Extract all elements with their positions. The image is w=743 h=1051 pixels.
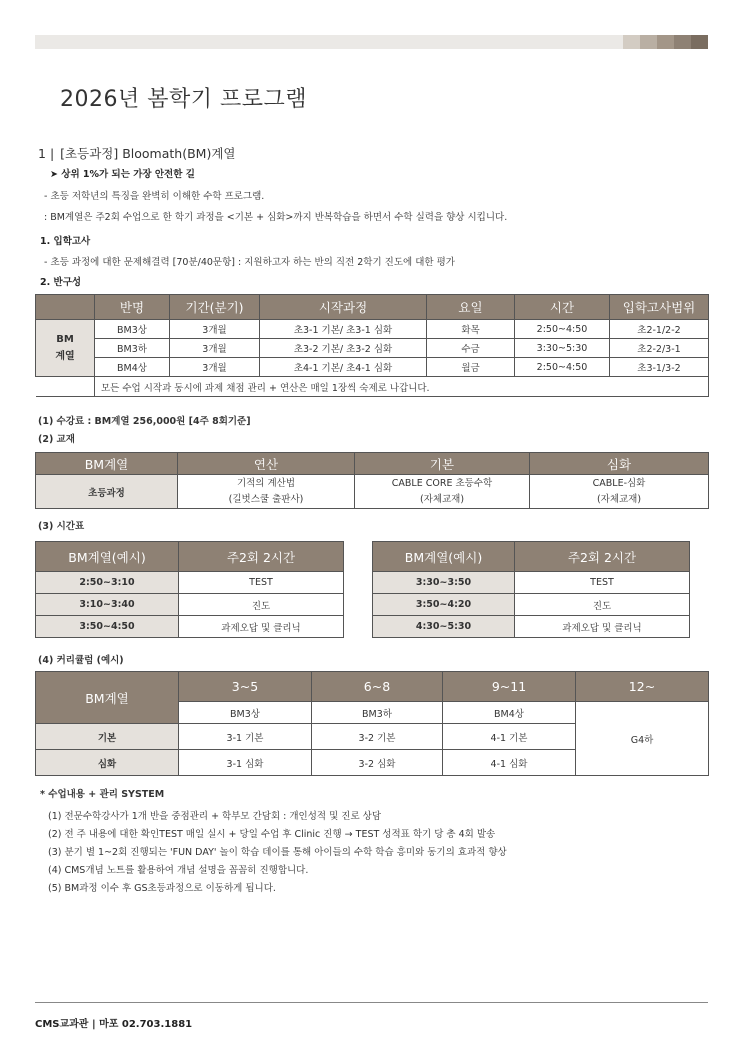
table-row: BM 계열 BM3상 3개월 초3-1 기본/ 초3-1 심화 화목 2:50~4:50 초2-1/2-2 [36, 320, 709, 339]
section-number: 1 [38, 146, 46, 161]
column-header: 시작과정 [260, 295, 427, 320]
column-header: 연산 [178, 453, 355, 475]
timetable-left [35, 541, 344, 638]
column-header: 주2회 2시간 [179, 542, 344, 572]
management-item: (4) CMS개념 노트를 활용하여 개념 설명을 꼼꼼히 진행합니다. [48, 865, 309, 876]
table-row: 3:50~4:50 과제오답 및 클리닉 [36, 616, 344, 638]
column-header: 시간 [515, 295, 610, 320]
table-row: BM3상 BM3하 BM4상 G4하 [36, 702, 709, 724]
class-structure-heading: 2. 반구성 [40, 277, 82, 288]
grade-header: 9~11 [443, 672, 576, 702]
section-heading: 1 | [초등과정] Bloomath(BM)계열 [38, 146, 236, 161]
column-header: 기본 [355, 453, 530, 475]
row-stub: 초등과정 [36, 475, 178, 509]
column-header: 기간(분기) [170, 295, 260, 320]
footer-divider [35, 1002, 708, 1003]
table-row: 심화 3-1 심화 3-2 심화 4-1 심화 [36, 750, 709, 776]
entrance-heading: 1. 입학고사 [40, 236, 91, 247]
table-row: 3:30~3:50 TEST [373, 572, 690, 594]
table-row: BM4상 3개월 초4-1 기본/ 초4-1 심화 월금 2:50~4:50 초3-1/3-2 [36, 358, 709, 377]
textbook-heading: (2) 교재 [38, 434, 75, 445]
column-header: 요일 [427, 295, 515, 320]
grade-header: 12~ [576, 672, 709, 702]
curriculum-heading: (4) 커리큘럼 (예시) [38, 655, 124, 666]
page-title: 2026년 봄학기 프로그램 [60, 87, 307, 112]
header-blank [36, 295, 95, 320]
table-row: 3:50~4:20 진도 [373, 594, 690, 616]
management-item: (3) 분기 별 1~2회 진행되는 'FUN DAY' 놀이 학습 데이를 통해 아이들의 수학 학습 흥미와 동기의 효과적 향상 [48, 847, 507, 858]
row-stub: BM 계열 [36, 320, 95, 377]
table-row: 3:10~3:40 진도 [36, 594, 344, 616]
footer-contact: CMS교과관 | 마포 02.703.1881 [35, 1019, 193, 1030]
textbook-table [35, 452, 709, 509]
management-item: (2) 전 주 내용에 대한 확인TEST 매일 실시 + 당일 수업 후 Clinic 진행 → TEST 성적표 학기 당 총 4회 발송 [48, 829, 496, 840]
tuition: (1) 수강료 : BM계열 256,000원 [4주 8회기준] [38, 416, 251, 427]
management-item: (1) 전문수학강사가 1개 반을 중점관리 + 학부모 간담회 : 개인성적 및 진로 상담 [48, 811, 382, 822]
section-title: [초등과정] Bloomath(BM)계열 [60, 146, 236, 161]
column-header: BM계열(예시) [373, 542, 515, 572]
table-row: BM3하 3개월 초3-2 기본/ 초3-2 심화 수금 3:30~5:30 초2-2/3-1 [36, 339, 709, 358]
grade-header: 6~8 [312, 672, 443, 702]
description-line: : BM계열은 주2회 수업으로 한 학기 과정을 <기본 + 심화>까지 반복학습을 하면서 수학 실력을 향상 시킵니다. [44, 212, 508, 223]
entrance-text: - 초등 과정에 대한 문제해결력 [70분/40문항] : 지원하고자 하는 반의 직전 2학기 진도에 대한 평가 [44, 257, 455, 268]
column-header: 심화 [530, 453, 709, 475]
curriculum-table [35, 671, 709, 776]
table-row: 초등과정 기적의 계산법 (길벗스쿨 출판사) CABLE CORE 초등수학 (자체교재) CABLE-심화 (자체교재) [36, 475, 709, 509]
timetable-heading: (3) 시간표 [38, 521, 85, 532]
column-header: 입학고사범위 [610, 295, 709, 320]
column-header: BM계열(예시) [36, 542, 179, 572]
corner-header: BM계열 [36, 672, 179, 724]
table-row: 4:30~5:30 과제오답 및 클리닉 [373, 616, 690, 638]
class-structure-table [35, 294, 709, 397]
management-item: (5) BM과정 이수 후 GS초등과정으로 이동하게 됩니다. [48, 883, 276, 894]
column-header: BM계열 [36, 453, 178, 475]
description-line: - 초등 저학년의 특징을 완벽히 이해한 수학 프로그램. [44, 191, 265, 202]
column-header: 반명 [95, 295, 170, 320]
grade-header: 3~5 [179, 672, 312, 702]
top-decor-bar [35, 35, 708, 49]
column-header: 주2회 2시간 [515, 542, 690, 572]
timetable-right [372, 541, 690, 638]
table-row: 기본 3-1 기본 3-2 기본 4-1 기본 [36, 724, 709, 750]
tagline: ➤ 상위 1%가 되는 가장 안전한 길 [50, 169, 195, 180]
table-note: 모든 수업 시작과 동시에 과제 채점 관리 + 연산은 매일 1장씩 숙제로 나갑니다. [95, 377, 709, 397]
management-heading: * 수업내용 + 관리 SYSTEM [40, 789, 165, 800]
table-row: 2:50~3:10 TEST [36, 572, 344, 594]
table-note-row [36, 377, 709, 397]
last-course: G4하 [576, 702, 709, 776]
